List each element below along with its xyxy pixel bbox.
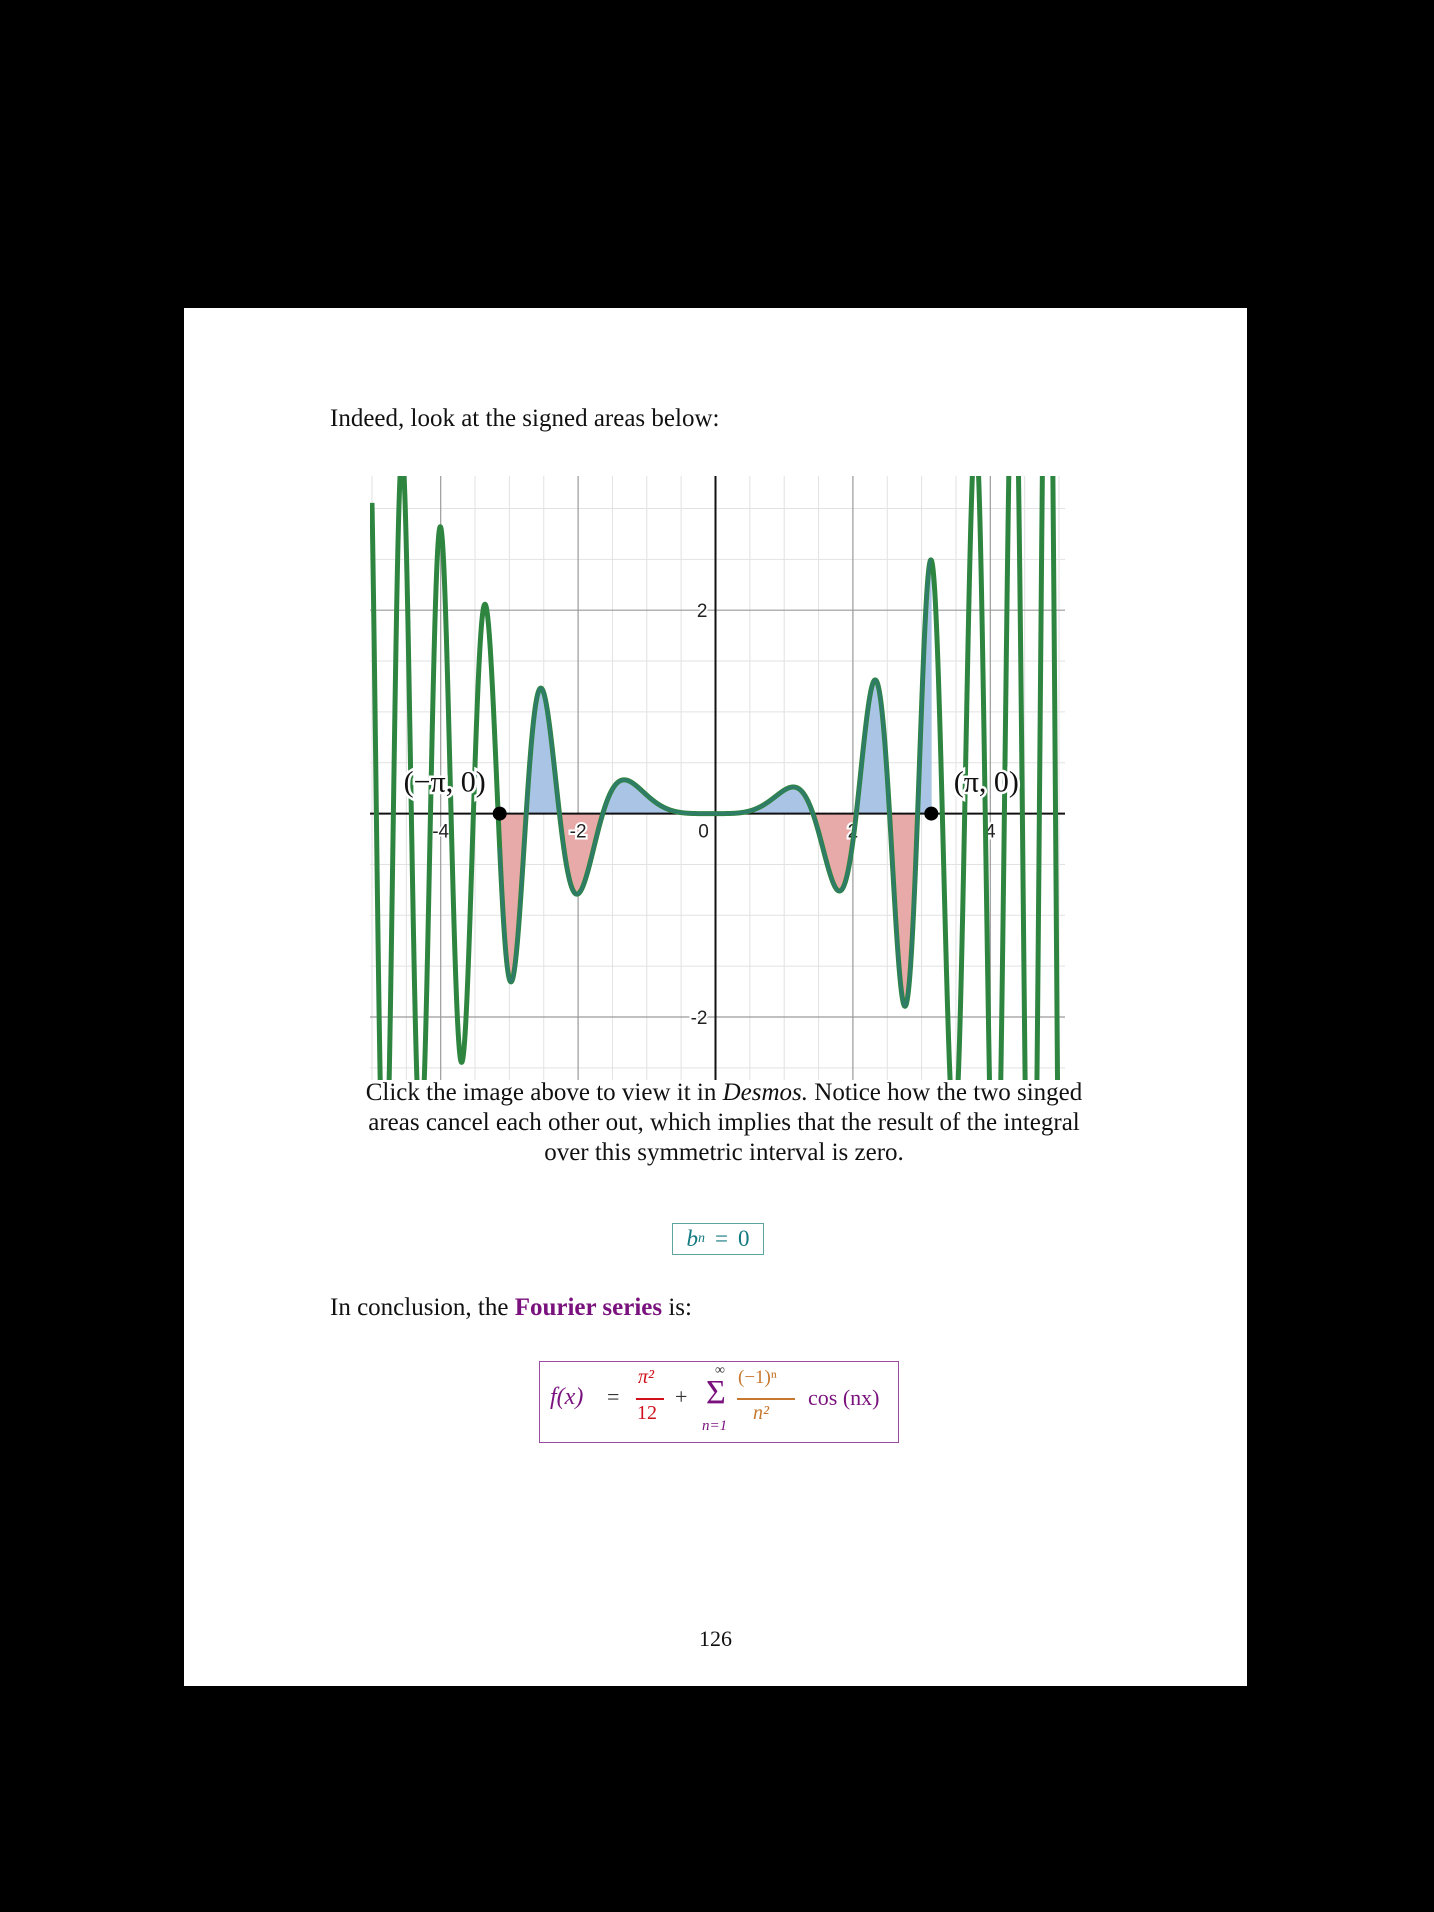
bn-symbol: b [686,1226,698,1251]
desmos-graph-link[interactable] [370,476,1065,1080]
formula-plus: + [675,1384,688,1409]
desmos-link-word[interactable]: Desmos. [722,1079,809,1106]
fourier-series-keyword: Fourier series [514,1294,663,1321]
caption-text-start: Click the image above to view it in [365,1079,723,1106]
page-number: 126 [699,1626,732,1651]
sum-lower-limit: n=1 [702,1418,728,1434]
intro-paragraph: Indeed, look at the signed areas below: [330,405,720,432]
x-tick-label: 4 [985,821,996,843]
constant-denominator: 12 [637,1402,657,1424]
point-marker [493,807,507,821]
sum-upper-limit: ∞ [715,1363,725,1378]
term-denominator: n² [753,1402,769,1424]
conclusion-text-start: In conclusion, the [330,1294,515,1321]
formula-lhs: f(x) [550,1384,584,1410]
bn-subscript: n [698,1231,705,1246]
sum-sigma: Σ [706,1374,726,1411]
bn-result-box [672,1223,764,1255]
term-fraction-bar [737,1398,795,1400]
x-tick-label: 2 [847,821,859,843]
point-marker [924,807,938,821]
point-label: (π, 0) [953,765,1019,799]
cosine-term: cos (nx) [808,1385,880,1410]
x-tick-label: -4 [432,821,450,843]
constant-fraction-bar [636,1398,664,1400]
caption-text-end: Notice how the two singed areas cancel each other out, which implies that the result of the integral over this symmetric interval is zero. [368,1079,1083,1166]
fourier-series-formula-box [539,1361,899,1443]
point-label: (−π, 0) [403,765,486,799]
x-tick-label: -2 [569,821,587,843]
conclusion-text-end: is: [662,1294,692,1321]
formula-equals: = [607,1384,620,1409]
conclusion-paragraph [330,1293,692,1323]
bn-equals: = [715,1226,728,1251]
bn-value: 0 [737,1226,750,1251]
y-tick-label: -2 [690,1007,708,1029]
figure-caption [344,1078,1104,1168]
x-tick-label: 0 [698,821,709,843]
document-page [184,308,1247,1686]
constant-numerator: π² [638,1366,655,1388]
term-numerator: (−1)ⁿ [738,1367,777,1388]
signed-area-plot[interactable] [370,476,1065,1080]
y-tick-label: 2 [696,601,708,623]
